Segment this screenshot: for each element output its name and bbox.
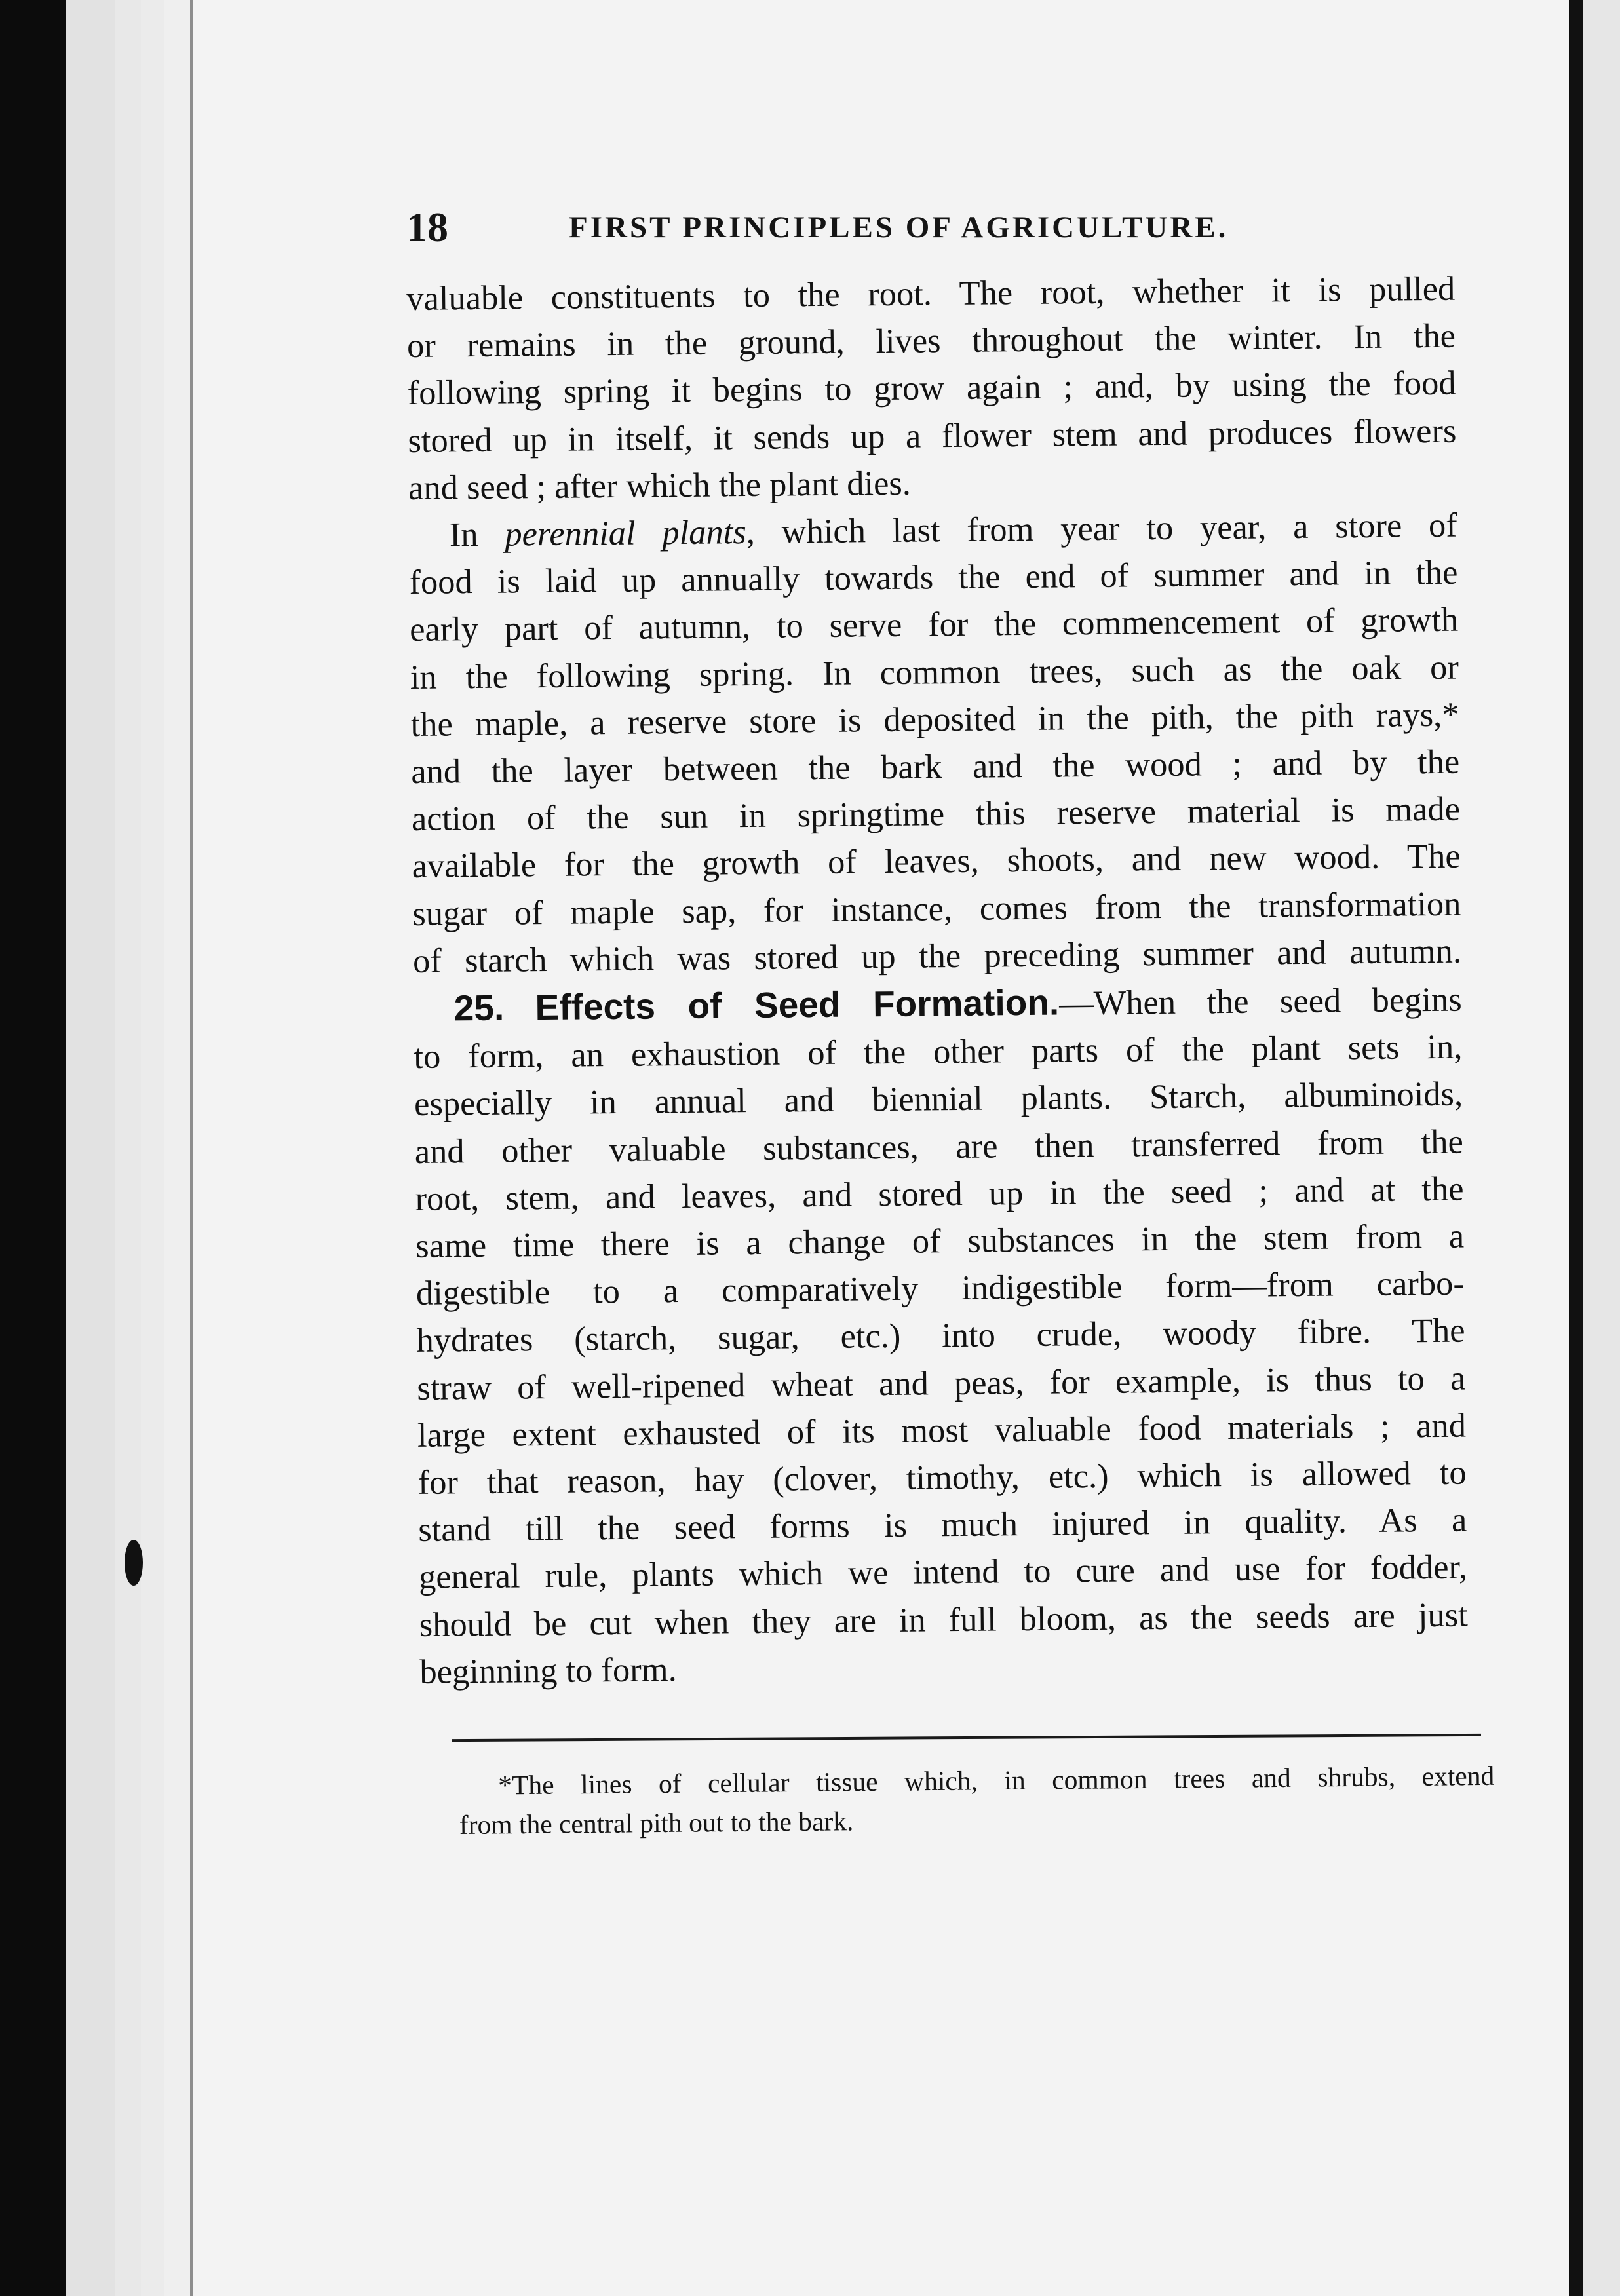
ink-blot	[125, 1540, 143, 1586]
body-text	[406, 265, 1469, 1696]
text-line: in the following spring. In common trees, such as the oak or	[410, 648, 1459, 697]
text-line: sugar of maple sap, for instance, comes from the transformation	[412, 885, 1461, 933]
text-fragment: —When the seed begins	[1058, 980, 1462, 1023]
section-number: 25.	[453, 987, 505, 1029]
running-head	[406, 203, 1298, 256]
text-line: following spring it begins to grow again ; and, by using the food	[407, 364, 1456, 413]
text-fragment: In	[449, 515, 505, 554]
text-line: root, stem, and leaves, and stored up in the seed ; and at the	[415, 1170, 1464, 1218]
text-line: digestible to a comparatively indigestible form—from carbo-	[415, 1264, 1465, 1313]
footnote-line: *The lines of cellular tissue which, in common trees and shrubs, extend	[498, 1760, 1495, 1801]
footnote	[459, 1756, 1495, 1845]
text-line: beginning to form.	[419, 1651, 677, 1691]
italic-term: perennial plants	[505, 513, 747, 554]
text-line: general rule, plants which we intend to cure and use for fodder,	[418, 1548, 1468, 1597]
footnote-line: from the central pith out to the bark.	[459, 1806, 854, 1840]
text-line: and the layer between the bark and the wood ; and by the	[410, 742, 1460, 791]
running-title: FIRST PRINCIPLES OF AGRICULTURE.	[569, 210, 1229, 244]
text-line: of starch which was stored up the preceding summer and autumn.	[412, 932, 1462, 980]
facing-page-edge	[1570, 0, 1620, 2296]
text-line: and other valuable substances, are then transferred from the	[414, 1122, 1464, 1171]
text-line: or remains in the ground, lives throughout the winter. In the	[406, 316, 1456, 366]
text-line: early part of autumn, to serve for the commencement of growth	[409, 601, 1459, 649]
text-line: straw of well-ripened wheat and peas, for example, is thus to a	[417, 1359, 1466, 1407]
text-line: the maple, a reserve store is deposited in the pith, the pith rays,*	[410, 695, 1459, 744]
page-number: 18	[406, 204, 448, 250]
text-line: especially in annual and biennial plants. Starch, albuminoids,	[414, 1075, 1463, 1124]
text-line: stand till the seed forms is much injured in quality. As a	[418, 1501, 1467, 1550]
text-line: valuable constituents to the root. The root, whether it is pulled	[406, 269, 1456, 318]
text-line: for that reason, hay (clover, timothy, etc.) which is allowed to	[417, 1453, 1467, 1502]
text-line: stored up in itself, it sends up a flower stem and produces flowers	[408, 411, 1457, 460]
text-line: food is laid up annually towards the end of summer and in the	[409, 553, 1458, 602]
text-line: hydrates (starch, sugar, etc.) into crude, woody fibre. The	[416, 1312, 1465, 1360]
text-line: action of the sun in springtime this reserve material is made	[411, 790, 1461, 839]
text-line: same time there is a change of substances in the stem from a	[415, 1217, 1465, 1265]
text-line: to form, an exhaustion of the other parts of the plant sets in,	[414, 1027, 1463, 1077]
section-heading: Effects of Seed Formation.	[535, 982, 1060, 1028]
text-line: available for the growth of leaves, shoots, and new wood. The	[412, 837, 1461, 886]
text-line: should be cut when they are in full bloom, as the seeds are just	[419, 1596, 1468, 1644]
text-line: large extent exhausted of its most valuable food materials ; and	[417, 1406, 1467, 1455]
text-fragment: , which last from year to year, a store of	[746, 506, 1458, 552]
text-line: and seed ; after which the plant dies.	[408, 464, 912, 507]
